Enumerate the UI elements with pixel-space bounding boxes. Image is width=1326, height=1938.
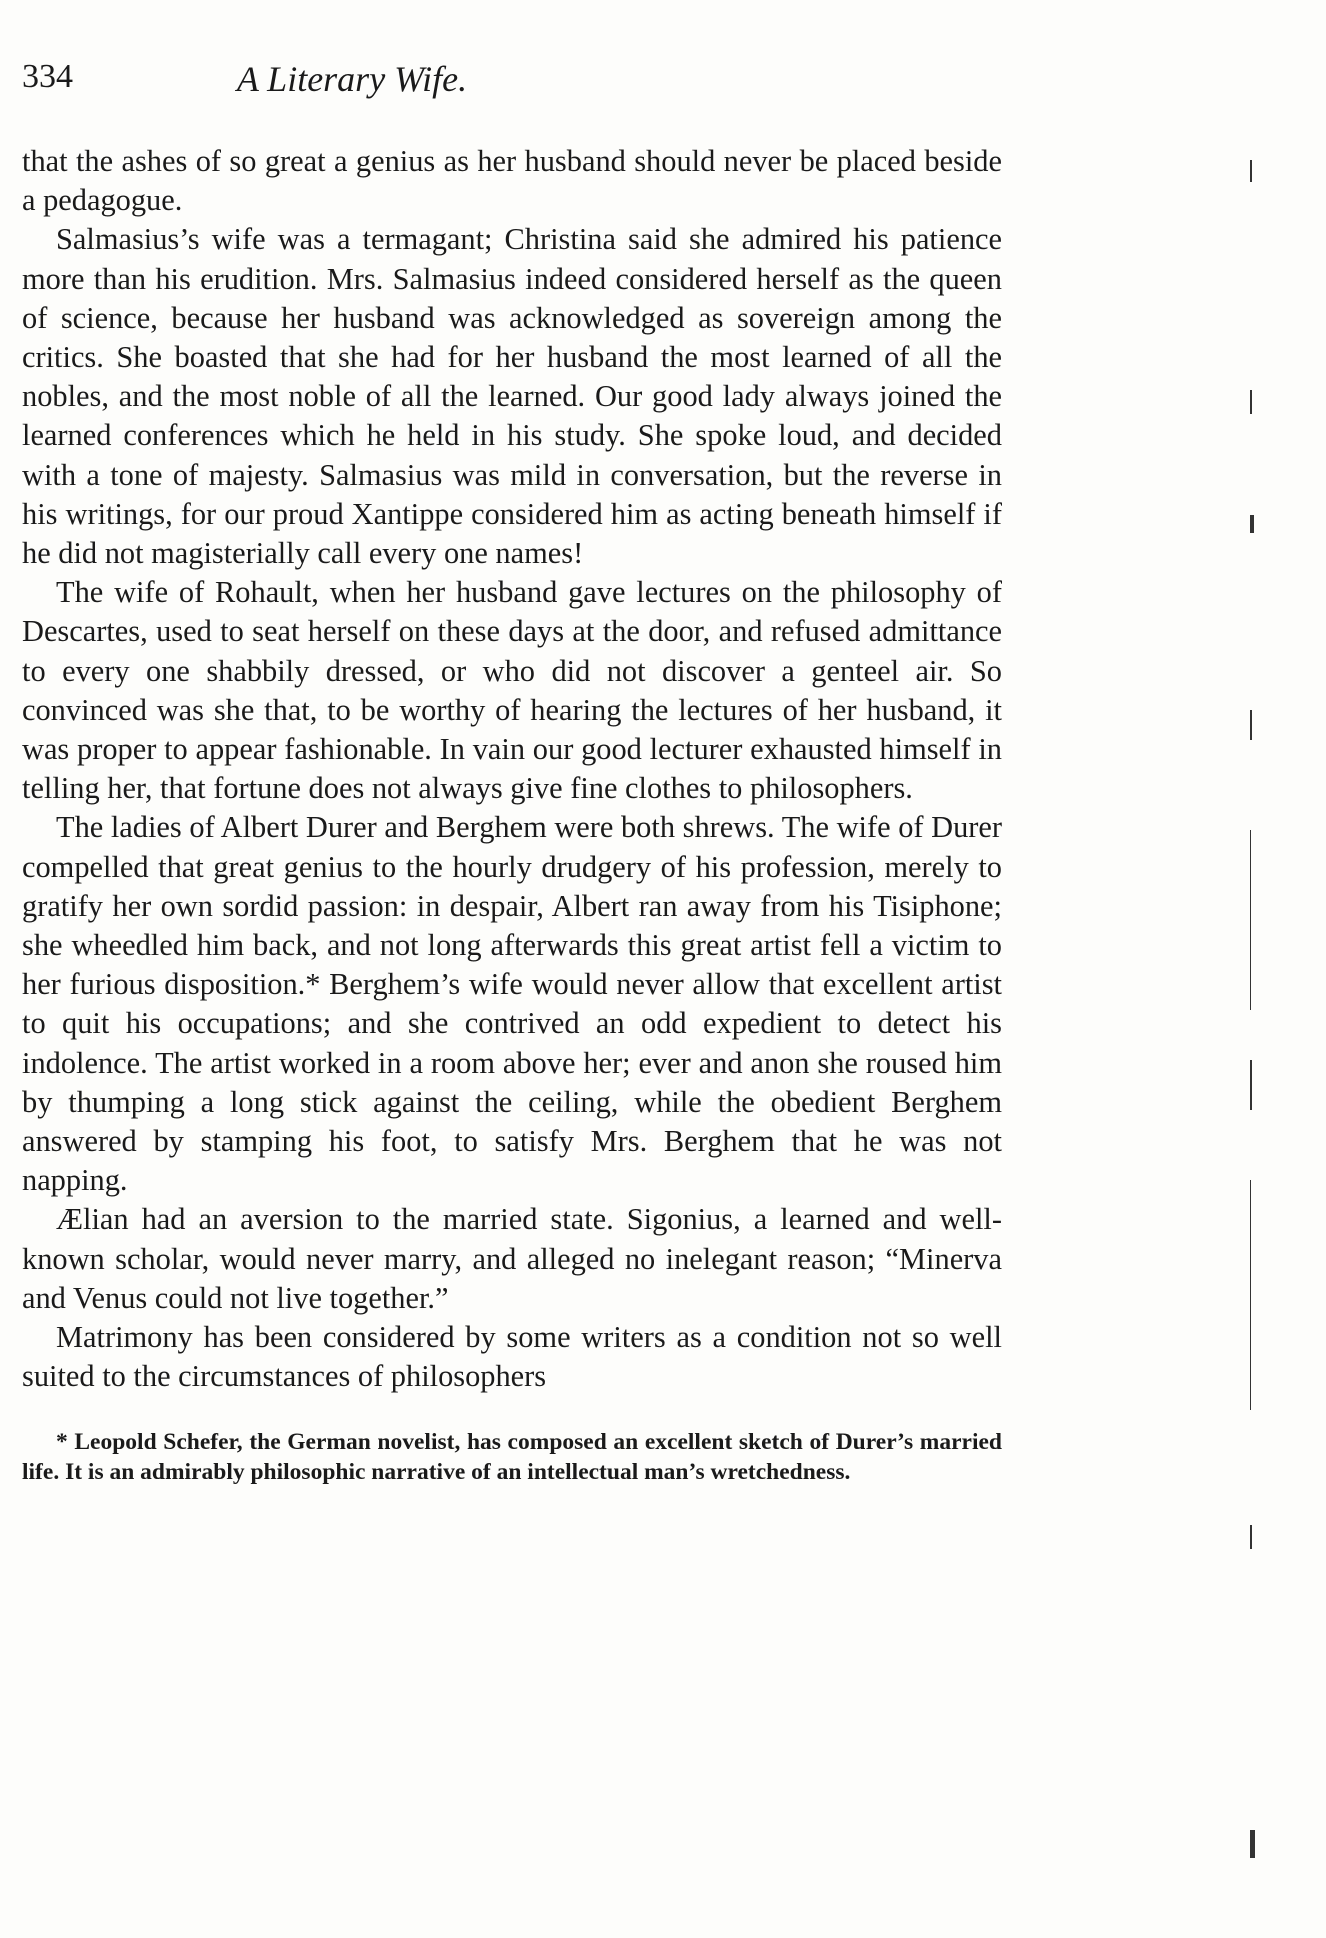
paragraph-2: Salmasius’s wife was a termagant; Christina said she admired his patience more than his erudition. Mrs. Salmasius indeed considered herself as the queen of science, because her husband was acknowledged as sovereign among the critics. She boasted that she had for her husband the most learned of all the nobles, and the most noble of all the learned. Our good lady always joined the learned conferences which he held in his study. She spoke loud, and decided with a tone of majesty. Salmasius was mild in conversation, but the reverse in his writings, for our proud Xantippe considered him as acting beneath himself if he did not magisterially call every one names!	[22, 222, 1002, 571]
scan-mark	[1250, 710, 1252, 740]
scan-mark	[1250, 1180, 1251, 1410]
paragraph-3: The wife of Rohault, when her husband gave lectures on the philosophy of Descartes, used to seat herself on these days at the door, and refused admittance to every one shabbily dressed, or who did not discover a genteel air. So convinced was she that, to be worthy of hearing the lectures of her husband, it was proper to appear fashionable. In vain our good lecturer exhausted himself in telling her, that fortune does not always give fine clothes to philosophers.	[22, 575, 1002, 806]
page-header	[22, 58, 1012, 106]
margin-scan-marks	[1250, 0, 1280, 1938]
scan-mark	[1250, 390, 1252, 414]
paragraph-5: Ælian had an aversion to the married state. Sigonius, a learned and well-known scholar, would never marry, and alleged no inelegant reason; “Minerva and Venus could not live together.”	[22, 1202, 1002, 1315]
page-number: 334	[22, 58, 73, 95]
paragraph-6: Matrimony has been considered by some writers as a condition not so well suited to the circumstances of philosophers	[22, 1320, 1002, 1394]
running-title: A Literary Wife.	[236, 59, 468, 99]
book-page	[22, 58, 1012, 1487]
paragraph-1: that the ashes of so great a genius as her husband should never be placed beside a pedagogue.	[22, 144, 1002, 218]
scan-mark	[1250, 1525, 1252, 1549]
scan-mark	[1250, 515, 1254, 533]
footnote: * Leopold Schefer, the German novelist, has composed an excellent sketch of Durer’s married life. It is an admirably philosophic narrative of an intellectual man’s wretchedness.	[22, 1428, 1002, 1485]
scan-mark	[1250, 160, 1252, 182]
scan-mark	[1250, 1060, 1252, 1110]
scan-mark	[1250, 1830, 1255, 1858]
body-text	[22, 142, 1012, 1397]
paragraph-4: The ladies of Albert Durer and Berghem were both shrews. The wife of Durer compelled that great genius to the hourly drudgery of his profession, merely to gratify her own sordid passion: in despair, Albert ran away from his Tisiphone; she wheedled him back, and not long afterwards this great artist fell a victim to her furious disposition.* Berghem’s wife would never allow that excellent artist to quit his occupations; and she contrived an odd expedient to detect his indolence. The artist worked in a room above her; ever and anon she roused him by thumping a long stick against the ceiling, while the obedient Berghem answered by stamping his foot, to satisfy Mrs. Berghem that he was not napping.	[22, 810, 1002, 1198]
scan-mark	[1250, 830, 1251, 1010]
